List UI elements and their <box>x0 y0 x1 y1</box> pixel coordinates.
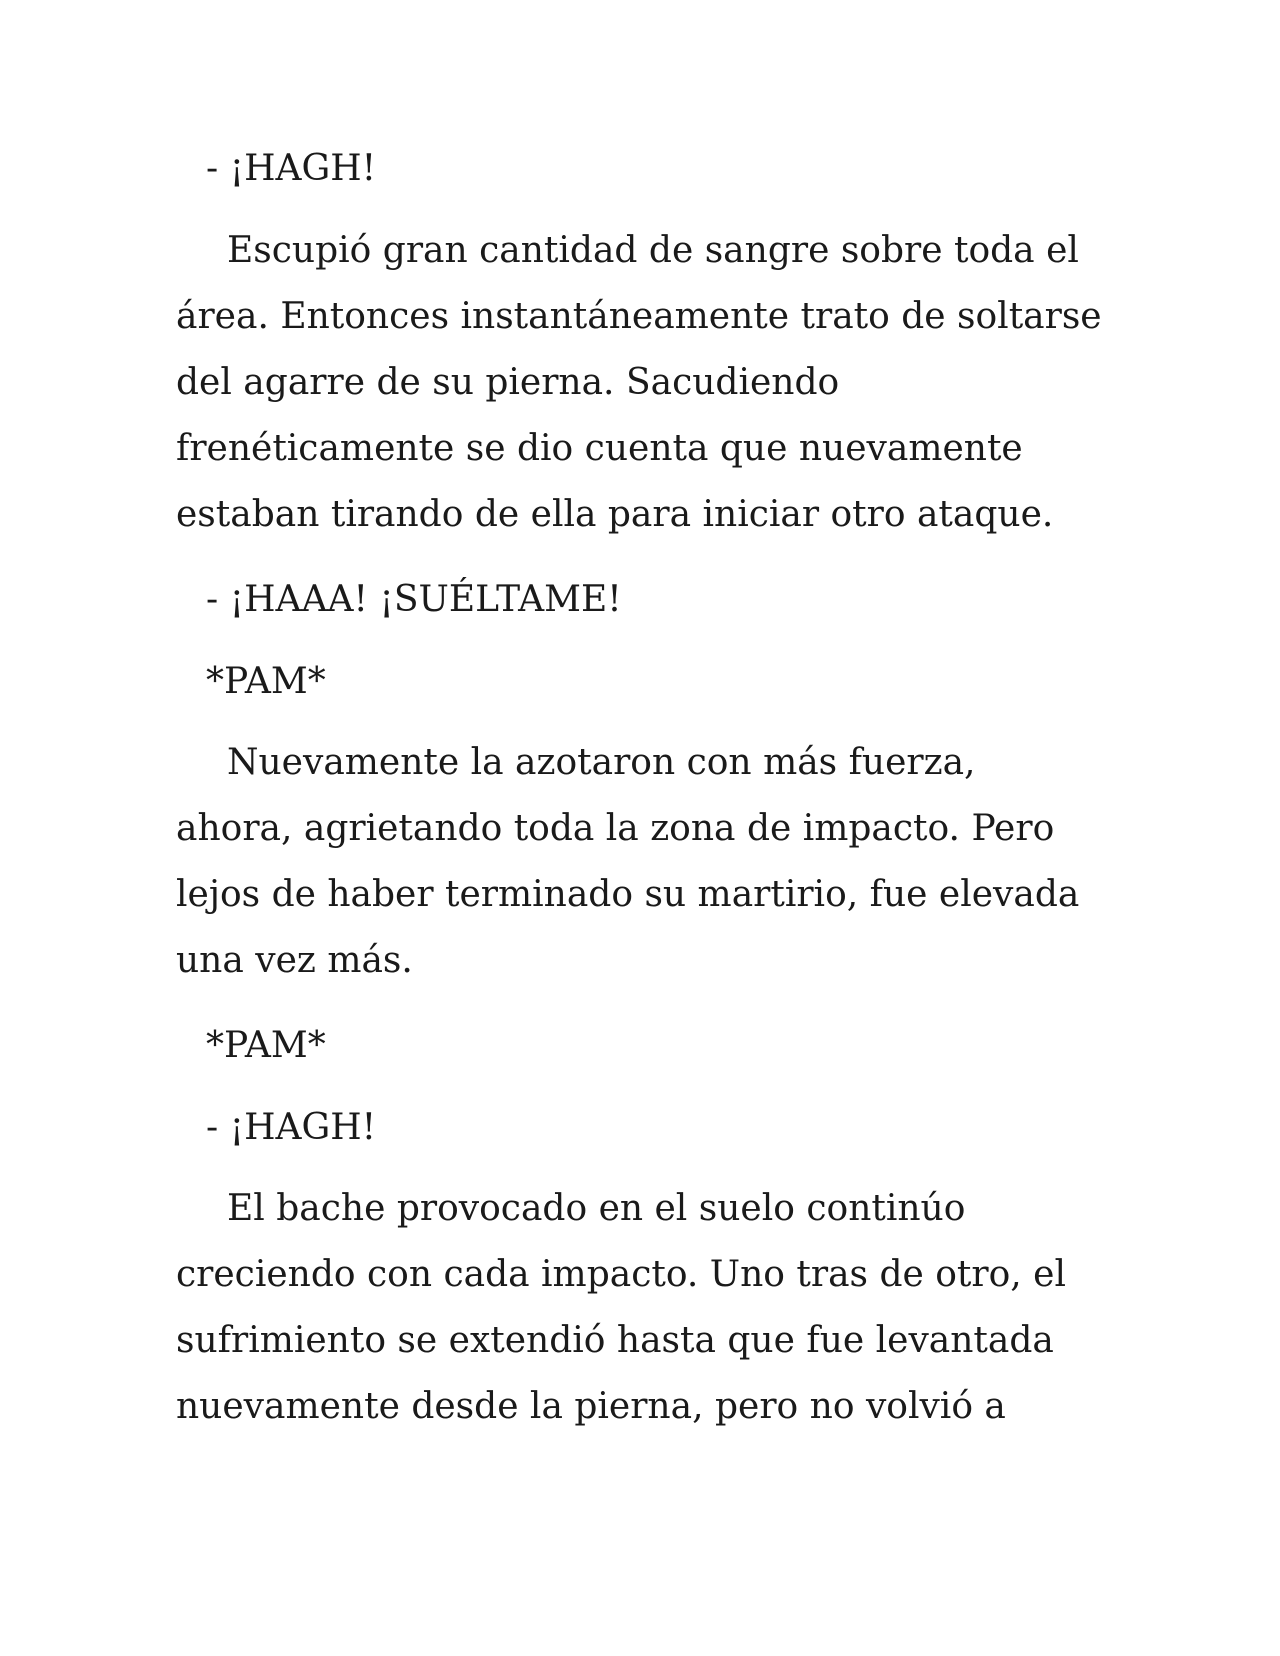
text-line: ahora, agrietando toda la zona de impacto. Pero <box>176 808 1055 849</box>
text-line: área. Entonces instantáneamente trato de soltarse <box>176 296 1102 337</box>
sound-effect-line <box>176 1013 1096 1079</box>
text-line: nuevamente desde la pierna, pero no volvió a <box>176 1386 1006 1427</box>
narration-paragraph <box>176 730 1096 994</box>
text-line: sufrimiento se extendió hasta que fue levantada <box>176 1320 1054 1361</box>
text-line: una vez más. <box>176 940 413 981</box>
text-line: - ¡HAGH! <box>206 148 377 189</box>
dialogue-line <box>176 1095 1096 1161</box>
text-line: *PAM* <box>206 661 326 702</box>
text-line: - ¡HAAA! ¡SUÉLTAME! <box>206 579 622 620</box>
text-line: del agarre de su pierna. Sacudiendo <box>176 362 840 403</box>
text-line: El bache provocado en el suelo continúo <box>227 1188 966 1229</box>
dialogue-line <box>176 136 1096 202</box>
text-line: Nuevamente la azotaron con más fuerza, <box>227 742 976 783</box>
narration-paragraph <box>176 218 1102 548</box>
text-line: Escupió gran cantidad de sangre sobre toda el <box>227 230 1079 271</box>
sound-effect-line <box>176 649 1096 715</box>
text-line: *PAM* <box>206 1025 326 1066</box>
text-line: - ¡HAGH! <box>206 1107 377 1148</box>
text-line: creciendo con cada impacto. Uno tras de otro, el <box>176 1254 1066 1295</box>
text-line: frenéticamente se dio cuenta que nuevamente <box>176 428 1023 469</box>
dialogue-line <box>176 567 1096 633</box>
text-line: lejos de haber terminado su martirio, fue elevada <box>176 874 1080 915</box>
narration-paragraph <box>176 1176 1096 1440</box>
text-line: estaban tirando de ella para iniciar otro ataque. <box>176 494 1054 535</box>
